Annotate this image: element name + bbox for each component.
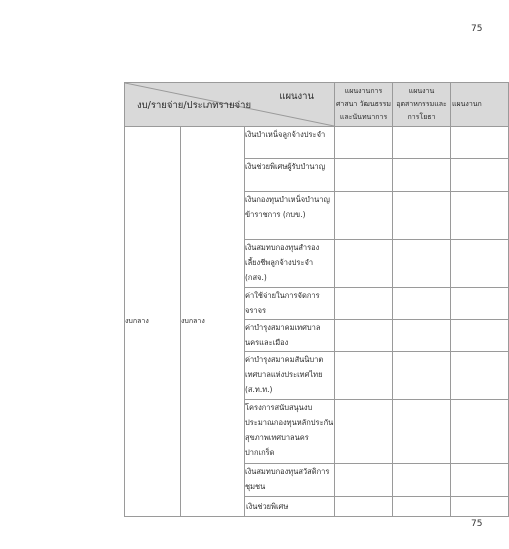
item-cell: เงินสมทบกองทุนสำรองเลี้ยงชีพลูกจ้างประจำ (กสจ.) <box>245 240 335 288</box>
item-cell: เงินช่วยพิเศษ <box>245 497 335 517</box>
item-cell: เงินช่วยพิเศษผู้รับบำนาญ <box>245 159 335 192</box>
header-plan-religion-culture: แผนงานการศาสนา วัฒนธรรม และนันทนาการ <box>335 83 393 127</box>
header-plan-industry-public-works: แผนงาน อุตสาหกรรมและการโยธา <box>393 83 451 127</box>
item-cell: เงินสมทบกองทุนสวัสดิการชุมชน <box>245 464 335 497</box>
budget-table <box>124 82 509 517</box>
header-row-label: งบ/รายจ่าย/ประเภทรายจ่าย <box>137 100 252 111</box>
item-cell: โครงการสนับสนุนงบประมาณกองทุนหลักประกันสุขภาพเทศบาลนครปากเกร็ด <box>245 400 335 464</box>
item-cell: ค่าบำรุงสมาคมสันนิบาตเทศบาลแห่งประเทศไทย (ส.ท.ท.) <box>245 352 335 400</box>
table-row <box>125 127 509 159</box>
expense-group-cell: งบกลาง <box>181 127 245 517</box>
item-cell: ค่าใช้จ่ายในการจัดการจราจร <box>245 288 335 320</box>
item-cell: เงินบำเหน็จลูกจ้างประจำ <box>245 127 335 159</box>
header-col-label: แผนงาน <box>279 91 315 102</box>
item-cell: ค่าบำรุงสมาคมเทศบาลนครและเมือง <box>245 320 335 352</box>
page-number-bottom: 75 <box>471 519 483 529</box>
table-header-row <box>125 83 509 127</box>
item-cell: เงินกองทุนบำเหน็จบำนาญข้าราชการ (กบข.) <box>245 192 335 240</box>
header-plan-truncated: แผนงานก <box>451 83 509 127</box>
header-diagonal-cell <box>125 83 335 127</box>
budget-group-cell: งบกลาง <box>125 127 181 517</box>
page-number-top: 75 <box>471 24 483 34</box>
